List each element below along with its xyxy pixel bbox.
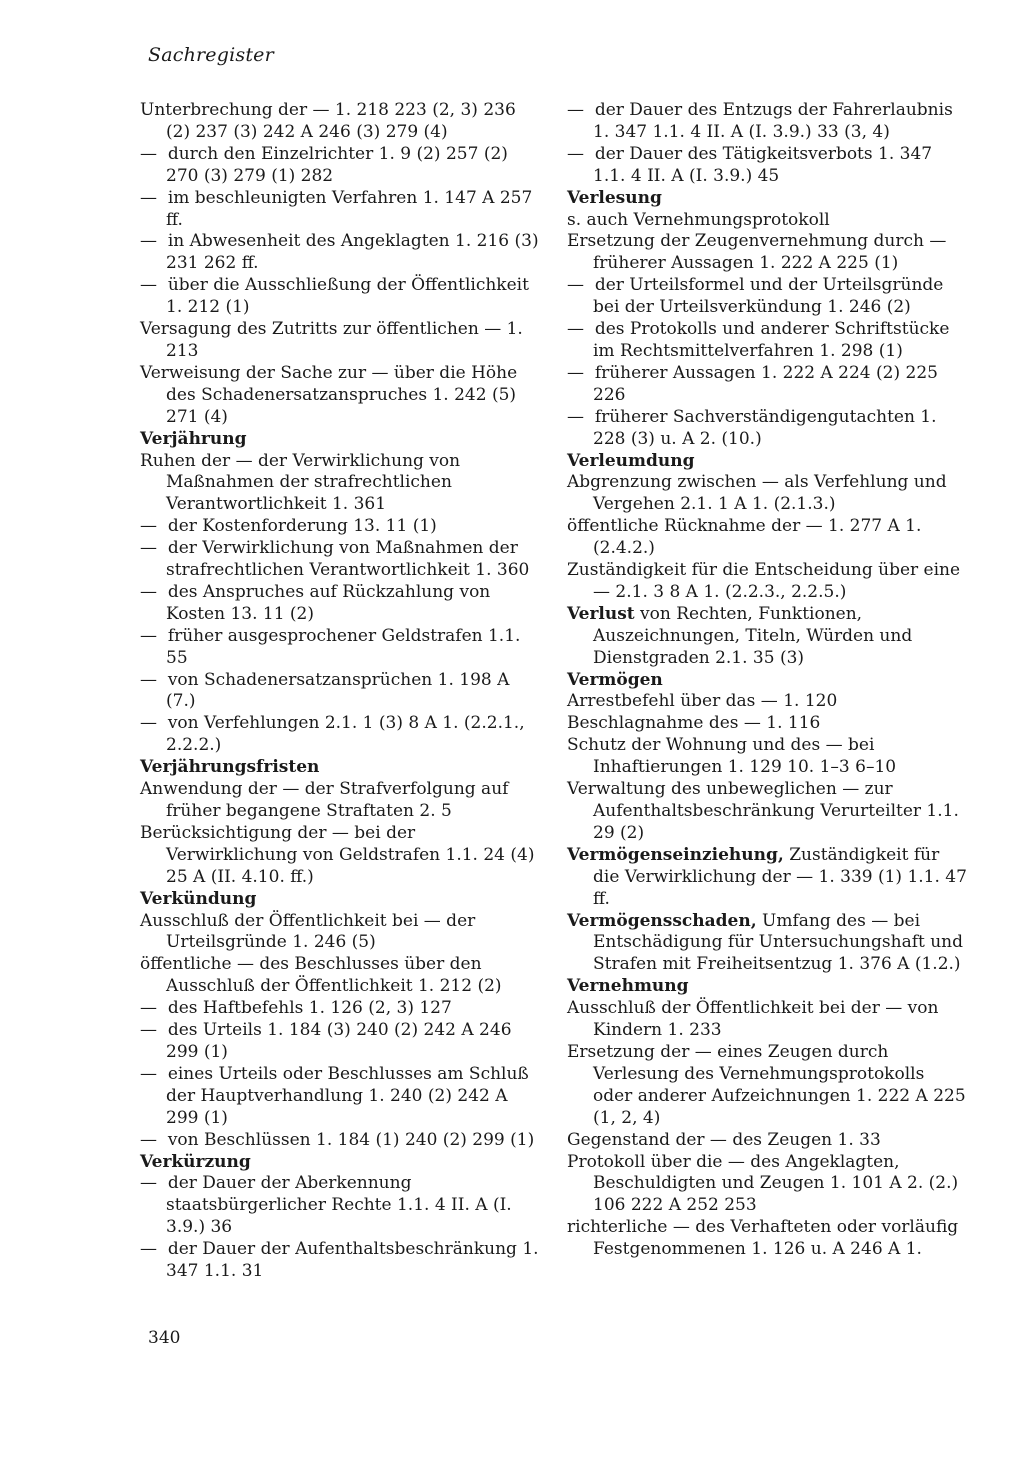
index-entry-text: Zuständigkeit für die Verwirklichung der — 1. 339 (1) 1.1. 47 ff.: [593, 844, 967, 909]
index-entry: Ruhen der — der Verwirklichung von Maßnahmen der strafrechtlichen Verantwortlichkeit 1. 361: [140, 450, 461, 515]
index-entry: Ausschluß der Öffentlichkeit bei der — von Kindern 1. 233: [567, 998, 939, 1041]
index-heading: Vermögen: [567, 669, 663, 690]
index-heading: Verjährungsfristen: [140, 757, 320, 778]
index-subentry: — des Haftbefehls 1. 126 (2, 3) 127: [140, 998, 540, 1020]
index-entry: Ersetzung der — eines Zeugen durch Verlesung des Vernehmungsprotokolls oder anderer Aufzeichnungen 1. 222 A 225 (1, 2, 4): [567, 1041, 966, 1128]
index-entry: Anwendung der — der Strafverfolgung auf früher begangene Straftaten 2. 5: [140, 779, 509, 821]
index-subentry: — der Urteilsformel und der Urteilsgründe bei der Urteilsverkündung 1. 246 (2): [567, 275, 967, 319]
index-entry: Schutz der Wohnung und des — bei Inhaftierungen 1. 129 10. 1–3 6–10: [567, 735, 897, 778]
index-entry: Verwaltung des unbeweglichen — zur Aufenthaltsbeschränkung Verurteilter 1.1. 29 (2): [567, 779, 959, 843]
index-entry: richterliche — des Verhafteten oder vorläufig Festgenommenen 1. 126 u. A 246 A 1.: [567, 1217, 959, 1260]
index-entry: Zuständigkeit für die Entscheidung über eine — 2.1. 3 8 A 1. (2.2.3., 2.2.5.): [567, 560, 961, 602]
index-entry: Verweisung der Sache zur — über die Höhe des Schadenersatzanspruches 1. 242 (5) 271 (4): [140, 362, 518, 427]
running-head: Sachregister: [148, 44, 274, 66]
index-subentry: — des Anspruches auf Rückzahlung von Kosten 13. 11 (2): [140, 582, 540, 626]
index-subentry: — früherer Sachverständigengutachten 1. 228 (3) u. A 2. (10.): [567, 407, 967, 451]
index-subentry: — der Dauer der Aufenthaltsbeschränkung 1. 347 1.1. 31: [140, 1239, 540, 1283]
index-subentry: — über die Ausschließung der Öffentlichkeit 1. 212 (1): [140, 275, 540, 319]
index-subentry: — durch den Einzelrichter 1. 9 (2) 257 (2) 270 (3) 279 (1) 282: [140, 144, 540, 188]
index-column-left: [140, 100, 540, 1283]
index-heading: Verkündung: [140, 888, 257, 909]
index-subentry: — von Verfehlungen 2.1. 1 (3) 8 A 1. (2.2.1., 2.2.2.): [140, 713, 540, 757]
index-subentry: — im beschleunigten Verfahren 1. 147 A 257 ff.: [140, 188, 540, 232]
index-entry: Ersetzung der Zeugenvernehmung durch — früherer Aussagen 1. 222 A 225 (1): [567, 231, 947, 274]
index-entry: Abgrenzung zwischen — als Verfehlung und Vergehen 2.1. 1 A 1. (2.1.3.): [567, 472, 947, 515]
index-entry: Gegenstand der — des Zeugen 1. 33: [567, 1129, 881, 1150]
index-subentry: — eines Urteils oder Beschlusses am Schluß der Hauptverhandlung 1. 240 (2) 242 A 299 (1): [140, 1064, 540, 1130]
index-term: Vermögensschaden,: [567, 910, 757, 931]
index-entry: Arrestbefehl über das — 1. 120: [567, 691, 838, 712]
index-heading: Verjährung: [140, 428, 247, 449]
index-term: Vermögenseinziehung,: [567, 844, 784, 865]
index-entry: [567, 845, 967, 911]
index-subentry: — von Beschlüssen 1. 184 (1) 240 (2) 299 (1): [140, 1130, 540, 1152]
index-subentry: — der Dauer des Tätigkeitsverbots 1. 347 1.1. 4 II. A (I. 3.9.) 45: [567, 144, 967, 188]
index-subentry: — der Verwirklichung von Maßnahmen der strafrechtlichen Verantwortlichkeit 1. 360: [140, 538, 540, 582]
index-entry: Unterbrechung der — 1. 218 223 (2, 3) 236 (2) 237 (3) 242 A 246 (3) 279 (4): [140, 100, 516, 142]
index-heading: Verleumdung: [567, 450, 695, 471]
index-entry-text: Umfang des — bei Entschädigung für Untersuchungshaft und Strafen mit Freiheitsentzug 1. 376 A (1.2.): [593, 910, 964, 975]
index-entry: [567, 604, 967, 670]
index-subentry: — des Protokolls und anderer Schriftstücke im Rechtsmittelverfahren 1. 298 (1): [567, 319, 967, 363]
index-entry-text: von Rechten, Funktionen, Auszeichnungen, Titeln, Würden und Dienstgraden 2.1. 35 (3): [593, 603, 913, 668]
index-entry: Berücksichtigung der — bei der Verwirklichung von Geldstrafen 1.1. 24 (4) 25 A (II. 4.10. ff.): [140, 822, 535, 887]
index-term: Verlust: [567, 603, 635, 624]
index-entry: öffentliche — des Beschlusses über den Ausschluß der Öffentlichkeit 1. 212 (2): [140, 954, 502, 997]
index-entry: [567, 911, 967, 977]
index-subentry: — der Kostenforderung 13. 11 (1): [140, 516, 540, 538]
index-subentry: — in Abwesenheit des Angeklagten 1. 216 (3) 231 262 ff.: [140, 231, 540, 275]
index-subentry: — früherer Aussagen 1. 222 A 224 (2) 225 226: [567, 363, 967, 407]
index-heading: Vernehmung: [567, 976, 689, 997]
index-heading: Verlesung: [567, 187, 662, 208]
page-number: 340: [148, 1328, 181, 1348]
index-entry: öffentliche Rücknahme der — 1. 277 A 1. (2.4.2.): [567, 516, 922, 559]
index-subentry: — früher ausgesprochener Geldstrafen 1.1. 55: [140, 626, 540, 670]
index-entry: Versagung des Zutritts zur öffentlichen — 1. 213: [140, 319, 523, 361]
index-subentry: — der Dauer der Aberkennung staatsbürgerlicher Rechte 1.1. 4 II. A (I. 3.9.) 36: [140, 1173, 540, 1239]
index-column-right: [567, 100, 967, 1261]
index-entry: Protokoll über die — des Angeklagten, Beschuldigten und Zeugen 1. 101 A 2. (2.) 106 222 A 252 253: [567, 1151, 959, 1216]
index-subentry: — von Schadenersatzansprüchen 1. 198 A (7.): [140, 670, 540, 714]
index-subentry: — der Dauer des Entzugs der Fahrerlaubnis 1. 347 1.1. 4 II. A (I. 3.9.) 33 (3, 4): [567, 100, 967, 144]
index-entry: Beschlagnahme des — 1. 116: [567, 713, 821, 734]
index-heading: Verkürzung: [140, 1151, 251, 1172]
index-subentry: — des Urteils 1. 184 (3) 240 (2) 242 A 246 299 (1): [140, 1020, 540, 1064]
index-entry: Ausschluß der Öffentlichkeit bei — der Urteilsgründe 1. 246 (5): [140, 910, 476, 953]
index-entry: s. auch Vernehmungsprotokoll: [567, 209, 830, 230]
